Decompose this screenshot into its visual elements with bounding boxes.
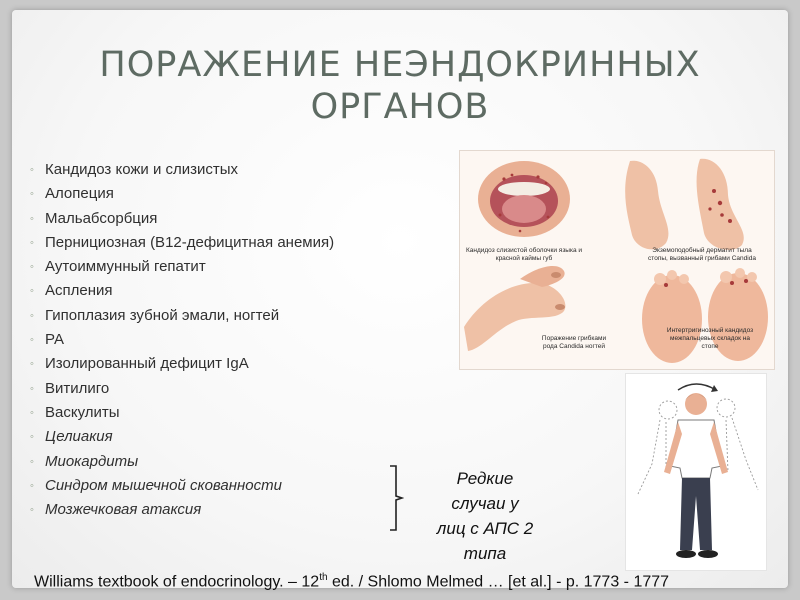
list-item: ◦ РА [30,328,334,352]
bullet-dot-icon: ◦ [30,479,34,492]
citation-footer: Williams textbook of endocrinology. – 12th ed. / Shlomo Melmed … [et al.] - p. 1773 - 1777 [34,572,670,591]
bullet-dot-icon: ◦ [30,212,34,225]
bullet-dot-icon: ◦ [30,358,34,371]
list-item: ◦ Мозжечковая атаксия [30,498,334,522]
list-item: ◦ Витилиго [30,377,334,401]
bullet-dot-icon: ◦ [30,309,34,322]
foot-dermatitis-figure [625,159,744,250]
ataxia-figure [626,374,766,570]
caption-sole: Интертригинозный кандидоз межпальцевых складок на стопе [666,327,754,350]
list-item: ◦ Аутоиммунный гепатит [30,255,334,279]
list-item: ◦ Аспления [30,279,334,303]
list-item: ◦ Изолированный дефицит IgA [30,352,334,376]
bullet-dot-icon: ◦ [30,382,34,395]
bullet-dot-icon: ◦ [30,285,34,298]
ataxia-illustration [625,373,767,571]
bullet-dot-icon: ◦ [30,236,34,249]
list-item: ◦ Гипоплазия зубной эмали, ногтей [30,304,334,328]
bullet-dot-icon: ◦ [30,431,34,444]
bullet-list [30,158,334,522]
bullet-dot-icon: ◦ [30,334,34,347]
list-item: ◦ Кандидоз кожи и слизистых [30,158,334,182]
slide-title: ПОРАЖЕНИЕ НЕЭНДОКРИННЫХ ОРГАНОВ [99,45,701,127]
caption-foot: Экземоподобный дерматит тыла стопы, вызванный грибами Candida [648,247,756,262]
list-item: ◦ Миокардиты [30,450,334,474]
bullet-dot-icon: ◦ [30,188,34,201]
bullet-dot-icon: ◦ [30,455,34,468]
bullet-dot-icon: ◦ [30,406,34,419]
rare-cases-note: Редкие случаи у лиц с АПС 2 типа [436,469,534,563]
list-item: ◦ Целиакия [30,425,334,449]
list-item: ◦ Алопеция [30,182,334,206]
mouth-lesion-figure [478,161,570,237]
candidiasis-illustration [459,150,775,370]
list-item: ◦ Васкулиты [30,401,334,425]
caption-hand: Поражение грибками рода Candida ногтей [541,335,607,350]
bullet-dot-icon: ◦ [30,261,34,274]
bullet-dot-icon: ◦ [30,164,34,176]
list-item: ◦ Синдром мышечной скованности [30,474,334,498]
caption-mouth: Кандидоз слизистой оболочки языка и красной каймы губ [465,247,583,262]
bullet-dot-icon: ◦ [30,504,34,517]
list-item: ◦ Мальабсорбция [30,207,334,231]
brace-icon [388,464,404,532]
list-item: ◦ Пернициозная (B12-дефицитная анемия) [30,231,334,255]
